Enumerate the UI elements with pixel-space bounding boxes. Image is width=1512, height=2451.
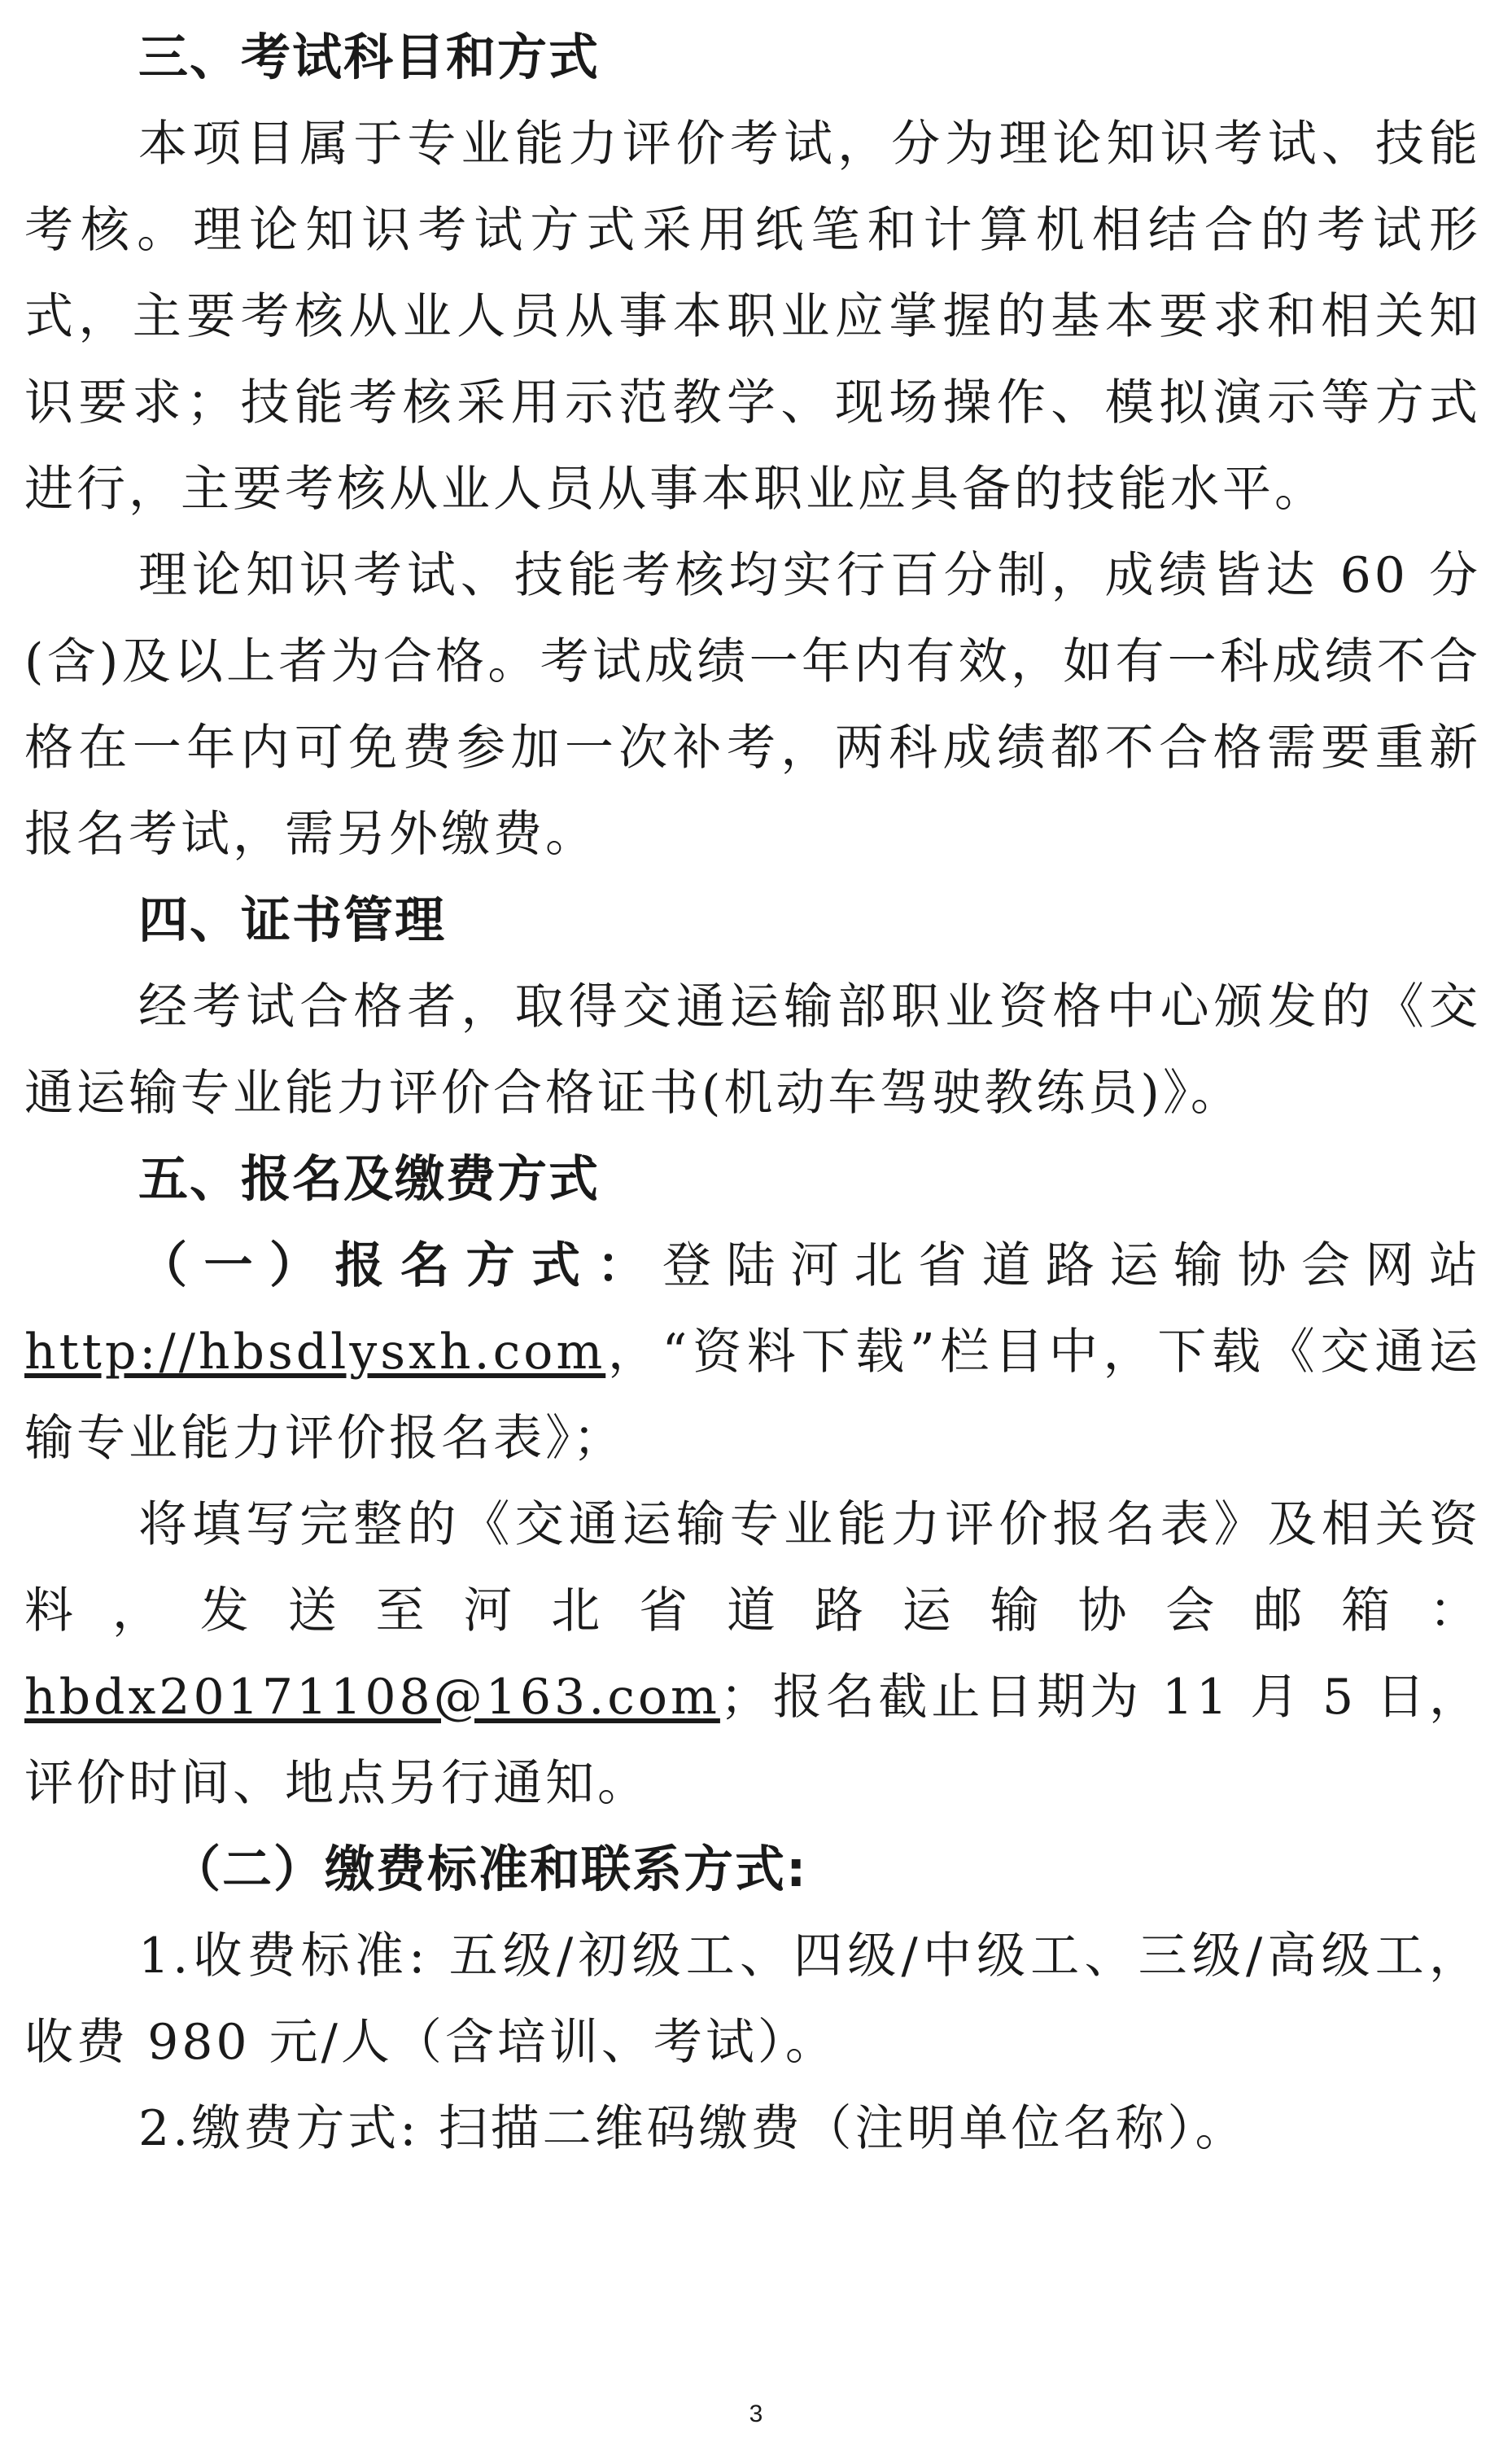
section-3-paragraph-exam-format: 本项目属于专业能力评价考试，分为理论知识考试、技能考核。理论知识考试方式采用纸笔和计算机相结合的考试形式，主要考核从业人员从事本职业应掌握的基本要求和相关知识要求；技能考核采用示范教学、现场操作、模拟演示等方式进行，主要考核从业人员从事本职业应具备的技能水平。 xyxy=(24,116,1481,518)
deadline-text: ；报名截止日期为 11 月 5 日，评价时间、地点另行通知。 xyxy=(24,1669,1481,1812)
section-4-paragraph-certificate: 经考试合格者，取得交通运输部职业资格中心颁发的《交通运输专业能力评价合格证书(机动车驾驶教练员)》。 xyxy=(24,978,1481,1122)
registration-download-text: ，“资料下载”栏目中，下载《交通运输专业能力评价报名表》； xyxy=(24,1324,1481,1467)
email-link[interactable]: hbdx20171108@163.com xyxy=(24,1669,720,1726)
section-3-paragraph-scoring: 理论知识考试、技能考核均实行百分制，成绩皆达 60 分(含)及以上者为合格。考试成绩一年内有效，如有一科成绩不合格在一年内可免费参加一次补考，两科成绩都不合格需要重新报名考试，需另外缴费。 xyxy=(24,547,1481,863)
section-5-heading: 五、报名及缴费方式 xyxy=(138,1150,601,1208)
payment-method-item: 2.缴费方式: 扫描二维码缴费（注明单位名称）。 xyxy=(138,2100,1248,2157)
website-link[interactable]: http://hbsdlysxh.com xyxy=(24,1324,606,1381)
section-4-heading: 四、证书管理 xyxy=(138,891,447,949)
section-3-heading: 三、考试科目和方式 xyxy=(138,28,601,86)
registration-method-paragraph xyxy=(24,1223,1481,1482)
fee-standard-heading: （二）缴费标准和联系方式: xyxy=(171,1840,808,1898)
fee-standard-item: 1.收费标准: 五级/初级工、四级/中级工、三级/高级工，收费 980 元/人（含培训、考试）。 xyxy=(24,1928,1481,2071)
document-body xyxy=(24,15,1481,2172)
submission-text: 将填写完整的《交通运输专业能力评价报名表》及相关资料，发送至河北省道路运输协会邮箱： xyxy=(24,1496,1481,1639)
registration-method-label: （一）报名方式： xyxy=(138,1237,662,1294)
submission-paragraph xyxy=(24,1482,1481,1827)
page-number: 3 xyxy=(749,2401,763,2427)
registration-method-text: 登陆河北省道路运输协会网站 xyxy=(662,1237,1481,1294)
